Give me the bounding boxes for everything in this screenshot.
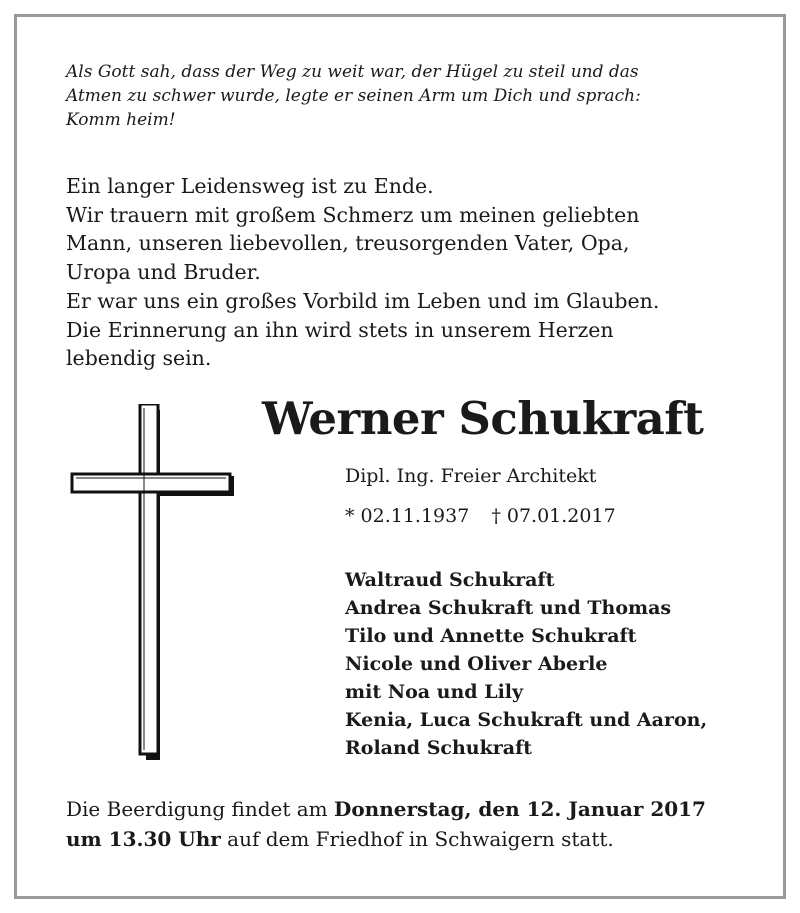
funeral-info: [66, 794, 766, 854]
deceased-name: Werner Schukraft: [262, 392, 704, 445]
mourner-line: Kenia, Luca Schukraft und Aaron,: [345, 709, 708, 731]
death-date: † 07.01.2017: [491, 505, 616, 527]
mourner-line: Nicole und Oliver Aberle: [345, 653, 608, 675]
funeral-line-1: [66, 794, 766, 824]
intro-line: Uropa und Bruder.: [66, 260, 261, 285]
mourners-list: [345, 566, 707, 762]
intro-line: Mann, unseren liebevollen, treusorgenden Vater, Opa,: [66, 231, 630, 256]
mourner-line: Andrea Schukraft und Thomas: [345, 597, 672, 619]
opening-quote: [66, 60, 746, 132]
deceased-profession: Dipl. Ing. Freier Architekt: [345, 465, 597, 487]
intro-line: Er war uns ein großes Vorbild im Leben und im Glauben.: [66, 288, 660, 313]
mourner-line: mit Noa und Lily: [345, 681, 524, 703]
funeral-date: Donnerstag, den 12. Januar 2017: [333, 797, 706, 821]
funeral-line-2: [66, 824, 766, 854]
life-dates: [345, 505, 616, 527]
mourner-line: Waltraud Schukraft: [345, 569, 555, 591]
mourner-line: Tilo und Annette Schukraft: [345, 625, 637, 647]
quote-line: Als Gott sah, dass der Weg zu weit war, der Hügel zu steil und das: [66, 62, 639, 82]
intro-line: Die Erinnerung an ihn wird stets in unserem Herzen: [66, 317, 614, 342]
funeral-time: um 13.30 Uhr: [66, 827, 221, 851]
intro-text: [66, 172, 756, 373]
quote-line: Komm heim!: [66, 110, 176, 130]
birth-date: * 02.11.1937: [345, 505, 470, 527]
quote-line: Atmen zu schwer wurde, legte er seinen Arm um Dich und sprach:: [66, 86, 641, 106]
intro-line: Ein langer Leidensweg ist zu Ende.: [66, 174, 434, 198]
funeral-intro-text: Die Beerdigung findet am: [66, 797, 334, 821]
intro-line: lebendig sein.: [66, 346, 212, 371]
intro-line: Wir trauern mit großem Schmerz um meinen geliebten: [66, 202, 640, 227]
mourner-line: Roland Schukraft: [345, 737, 533, 759]
funeral-location-text: auf dem Friedhof in Schwaigern statt.: [220, 827, 614, 851]
cross-icon: [70, 404, 238, 762]
